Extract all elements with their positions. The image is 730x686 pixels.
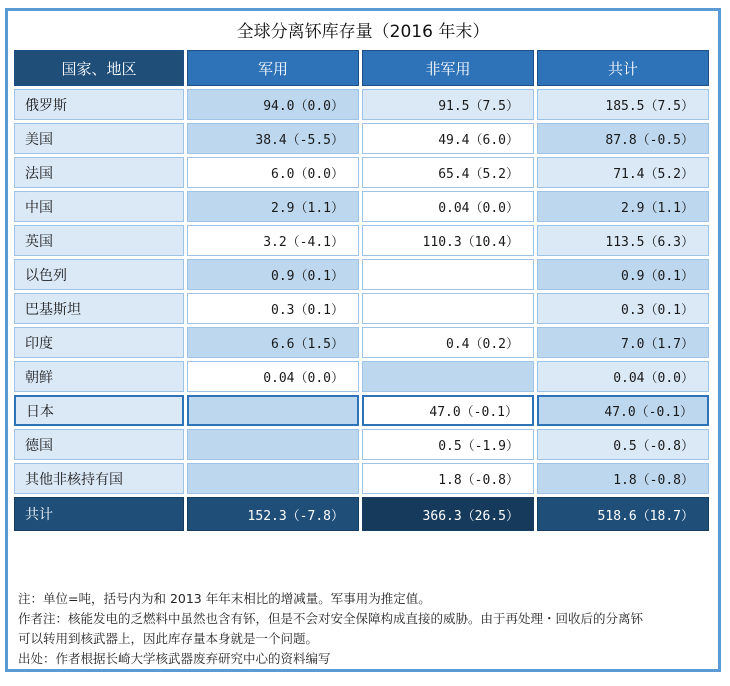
total-military: 152.3（-7.8）	[187, 497, 359, 531]
row-civil: 91.5（7.5）	[362, 89, 534, 120]
header-region: 国家、地区	[14, 50, 184, 86]
table-row	[14, 463, 709, 494]
row-total: 87.8（-0.5）	[537, 123, 709, 154]
table-row	[14, 225, 709, 256]
table-row	[14, 259, 709, 290]
header-total: 共计	[537, 50, 709, 86]
table-row	[14, 89, 709, 120]
row-civil: 1.8（-0.8）	[362, 463, 534, 494]
row-military	[187, 395, 359, 426]
table-row	[14, 293, 709, 324]
row-name: 法国	[14, 157, 184, 188]
row-name: 其他非核持有国	[14, 463, 184, 494]
row-name: 英国	[14, 225, 184, 256]
row-civil: 47.0（-0.1）	[362, 395, 534, 426]
note-source: 出处：作者根据长崎大学核武器废弃研究中心的资料编写	[18, 651, 331, 666]
header-military: 军用	[187, 50, 359, 86]
row-civil: 0.04（0.0）	[362, 191, 534, 222]
header-civil: 非军用	[362, 50, 534, 86]
row-civil	[362, 293, 534, 324]
note-author-1: 作者注：核能发电的乏燃料中虽然也含有钚，但是不会对安全保障构成直接的威胁。由于再处理・回收后的分离钚	[18, 611, 644, 626]
table-row	[14, 361, 709, 392]
row-name: 德国	[14, 429, 184, 460]
row-civil: 65.4（5.2）	[362, 157, 534, 188]
row-military: 38.4（-5.5）	[187, 123, 359, 154]
row-military: 6.0（0.0）	[187, 157, 359, 188]
plutonium-table	[11, 47, 712, 534]
row-civil: 0.5（-1.9）	[362, 429, 534, 460]
row-name: 朝鲜	[14, 361, 184, 392]
row-military: 94.0（0.0）	[187, 89, 359, 120]
row-civil: 0.4（0.2）	[362, 327, 534, 358]
row-total: 0.5（-0.8）	[537, 429, 709, 460]
row-total: 47.0（-0.1）	[537, 395, 709, 426]
row-total: 7.0（1.7）	[537, 327, 709, 358]
table-row	[14, 327, 709, 358]
notes	[18, 589, 718, 669]
row-civil	[362, 361, 534, 392]
table-row	[14, 123, 709, 154]
row-military: 6.6（1.5）	[187, 327, 359, 358]
row-total: 1.8（-0.8）	[537, 463, 709, 494]
row-total: 71.4（5.2）	[537, 157, 709, 188]
total-civil: 366.3（26.5）	[362, 497, 534, 531]
row-military: 0.9（0.1）	[187, 259, 359, 290]
row-name: 以色列	[14, 259, 184, 290]
row-military: 2.9（1.1）	[187, 191, 359, 222]
row-name: 巴基斯坦	[14, 293, 184, 324]
row-total: 0.9（0.1）	[537, 259, 709, 290]
note-author-2: 可以转用到核武器上，因此库存量本身就是一个问题。	[18, 631, 319, 646]
total-total: 518.6（18.7）	[537, 497, 709, 531]
row-total: 0.3（0.1）	[537, 293, 709, 324]
table-row	[14, 191, 709, 222]
total-row	[14, 497, 709, 531]
row-total: 2.9（1.1）	[537, 191, 709, 222]
header-row	[14, 50, 709, 86]
table-row	[14, 157, 709, 188]
row-total: 0.04（0.0）	[537, 361, 709, 392]
row-civil: 49.4（6.0）	[362, 123, 534, 154]
row-total: 185.5（7.5）	[537, 89, 709, 120]
table-title: 全球分离钚库存量（2016 年末）	[236, 21, 490, 42]
row-name: 日本	[14, 395, 184, 426]
table-row	[14, 395, 709, 426]
row-name: 俄罗斯	[14, 89, 184, 120]
table-row	[14, 429, 709, 460]
row-military: 0.3（0.1）	[187, 293, 359, 324]
row-civil	[362, 259, 534, 290]
row-military	[187, 429, 359, 460]
row-name: 美国	[14, 123, 184, 154]
row-civil: 110.3（10.4）	[362, 225, 534, 256]
table-frame	[5, 8, 721, 672]
row-military	[187, 463, 359, 494]
row-military: 3.2（-4.1）	[187, 225, 359, 256]
row-total: 113.5（6.3）	[537, 225, 709, 256]
row-military: 0.04（0.0）	[187, 361, 359, 392]
total-label: 共计	[14, 497, 184, 531]
row-name: 印度	[14, 327, 184, 358]
note-unit: 注：单位=吨，括号内为和 2013 年年末相比的增减量。军事用为推定值。	[18, 591, 431, 606]
row-name: 中国	[14, 191, 184, 222]
